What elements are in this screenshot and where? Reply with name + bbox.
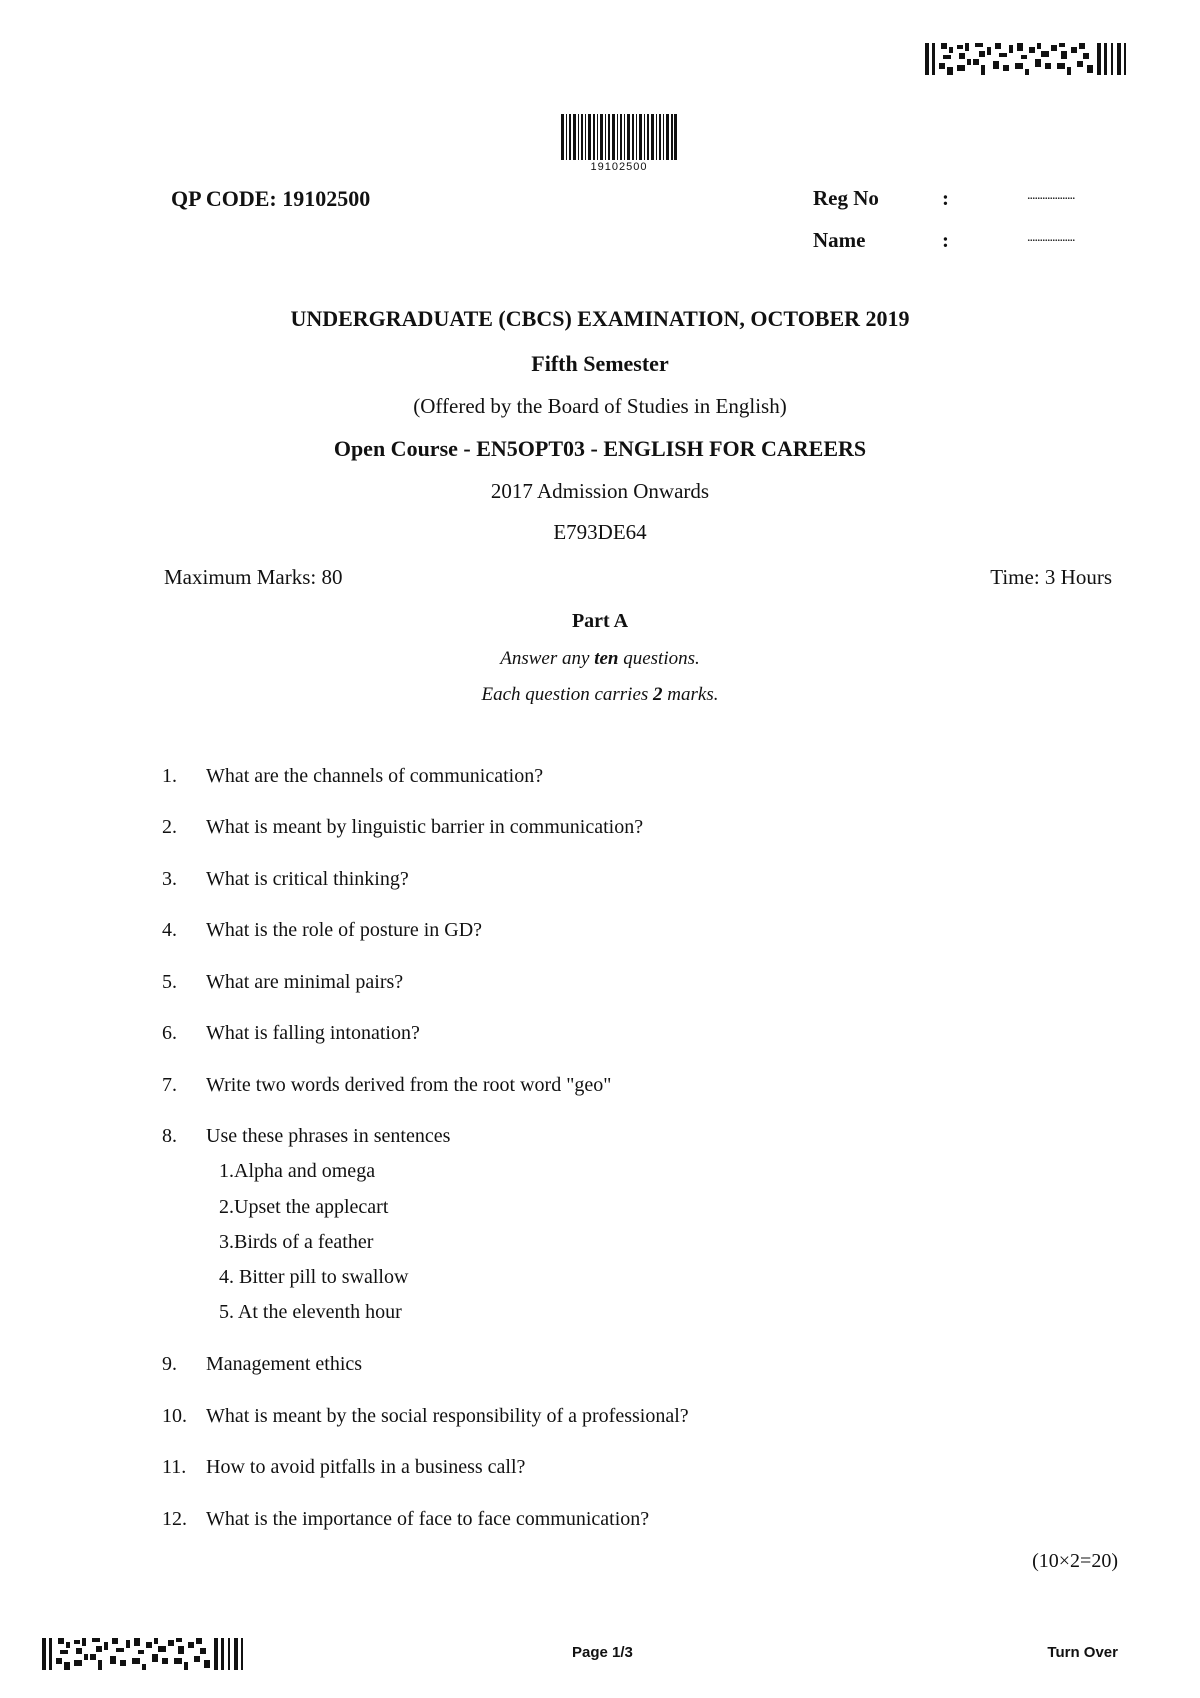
offered-by: (Offered by the Board of Studies in English) — [413, 394, 787, 418]
name-label: Name — [813, 228, 866, 252]
barcode-number: 19102500 — [590, 161, 648, 173]
admission: 2017 Admission Onwards — [490, 479, 710, 503]
question-text: What are minimal pairs? — [206, 971, 404, 993]
page-number: Page 1/3 — [572, 1644, 633, 1661]
instruction-marks-post: marks. — [662, 684, 719, 705]
reg-no-label: Reg No — [813, 186, 879, 210]
question-number: 3. — [162, 868, 177, 890]
reg-no-field[interactable]: ................... — [1027, 188, 1075, 203]
question-text: How to avoid pitfalls in a business call? — [206, 1456, 526, 1478]
question-text: Use these phrases in sentences — [206, 1125, 451, 1147]
question-number: 8. — [162, 1125, 177, 1147]
question-number: 7. — [162, 1074, 177, 1096]
question-number: 10. — [162, 1405, 187, 1427]
max-marks: Maximum Marks: 80 — [164, 565, 343, 589]
question-text: What is critical thinking? — [206, 868, 409, 890]
exam-title: UNDERGRADUATE (CBCS) EXAMINATION, OCTOBER 2019 — [290, 306, 910, 331]
question-number: 5. — [162, 971, 177, 993]
course-title: Open Course - EN5OPT03 - ENGLISH FOR CAREERS — [333, 436, 867, 461]
question-text: What are the channels of communication? — [206, 765, 544, 787]
instruction-marks-pre: Each question carries — [481, 684, 654, 705]
question-number: 11. — [162, 1456, 187, 1478]
semester: Fifth Semester — [531, 351, 669, 376]
q8-phrase-5: 5. At the eleventh hour — [219, 1301, 402, 1323]
question-text: Management ethics — [206, 1353, 363, 1375]
paper-code: E793DE64 — [553, 520, 647, 544]
time: Time: 3 Hours — [990, 565, 1112, 589]
question-number: 2. — [162, 816, 177, 838]
instruction-answer-count: ten — [594, 648, 619, 669]
marks-total: (10×2=20) — [1032, 1550, 1118, 1572]
turn-over: Turn Over — [1047, 1644, 1118, 1661]
qp-code: QP CODE: 19102500 — [171, 186, 371, 211]
reg-no-colon: : — [942, 186, 949, 210]
instruction-answer-post: questions. — [618, 648, 700, 669]
question-text: Write two words derived from the root word "geo" — [206, 1074, 612, 1096]
question-number: 1. — [162, 765, 177, 787]
bottom-left-code-strip — [42, 1638, 246, 1670]
qp-barcode — [561, 114, 677, 160]
question-number: 9. — [162, 1353, 177, 1375]
name-field[interactable]: ................... — [1027, 230, 1075, 245]
question-text: What is the importance of face to face communication? — [206, 1508, 650, 1530]
question-text: What is meant by linguistic barrier in communication? — [206, 816, 644, 838]
question-text: What is falling intonation? — [206, 1022, 420, 1044]
question-text: What is meant by the social responsibility of a professional? — [206, 1405, 689, 1427]
part-heading: Part A — [571, 610, 629, 632]
question-text: What is the role of posture in GD? — [206, 919, 483, 941]
question-number: 12. — [162, 1508, 187, 1530]
q8-phrase-2: 2.Upset the applecart — [219, 1196, 389, 1218]
instruction-marks-count: 2 — [653, 684, 663, 705]
instruction-answer — [0, 648, 1200, 670]
q8-phrase-4: 4. Bitter pill to swallow — [219, 1266, 409, 1288]
top-right-code-strip — [925, 43, 1129, 75]
q8-phrase-3: 3.Birds of a feather — [219, 1231, 374, 1253]
instruction-answer-pre: Answer any — [500, 648, 595, 669]
name-colon: : — [942, 228, 949, 252]
instruction-marks — [0, 684, 1200, 706]
question-number: 4. — [162, 919, 177, 941]
question-number: 6. — [162, 1022, 177, 1044]
q8-phrase-1: 1.Alpha and omega — [219, 1160, 376, 1182]
